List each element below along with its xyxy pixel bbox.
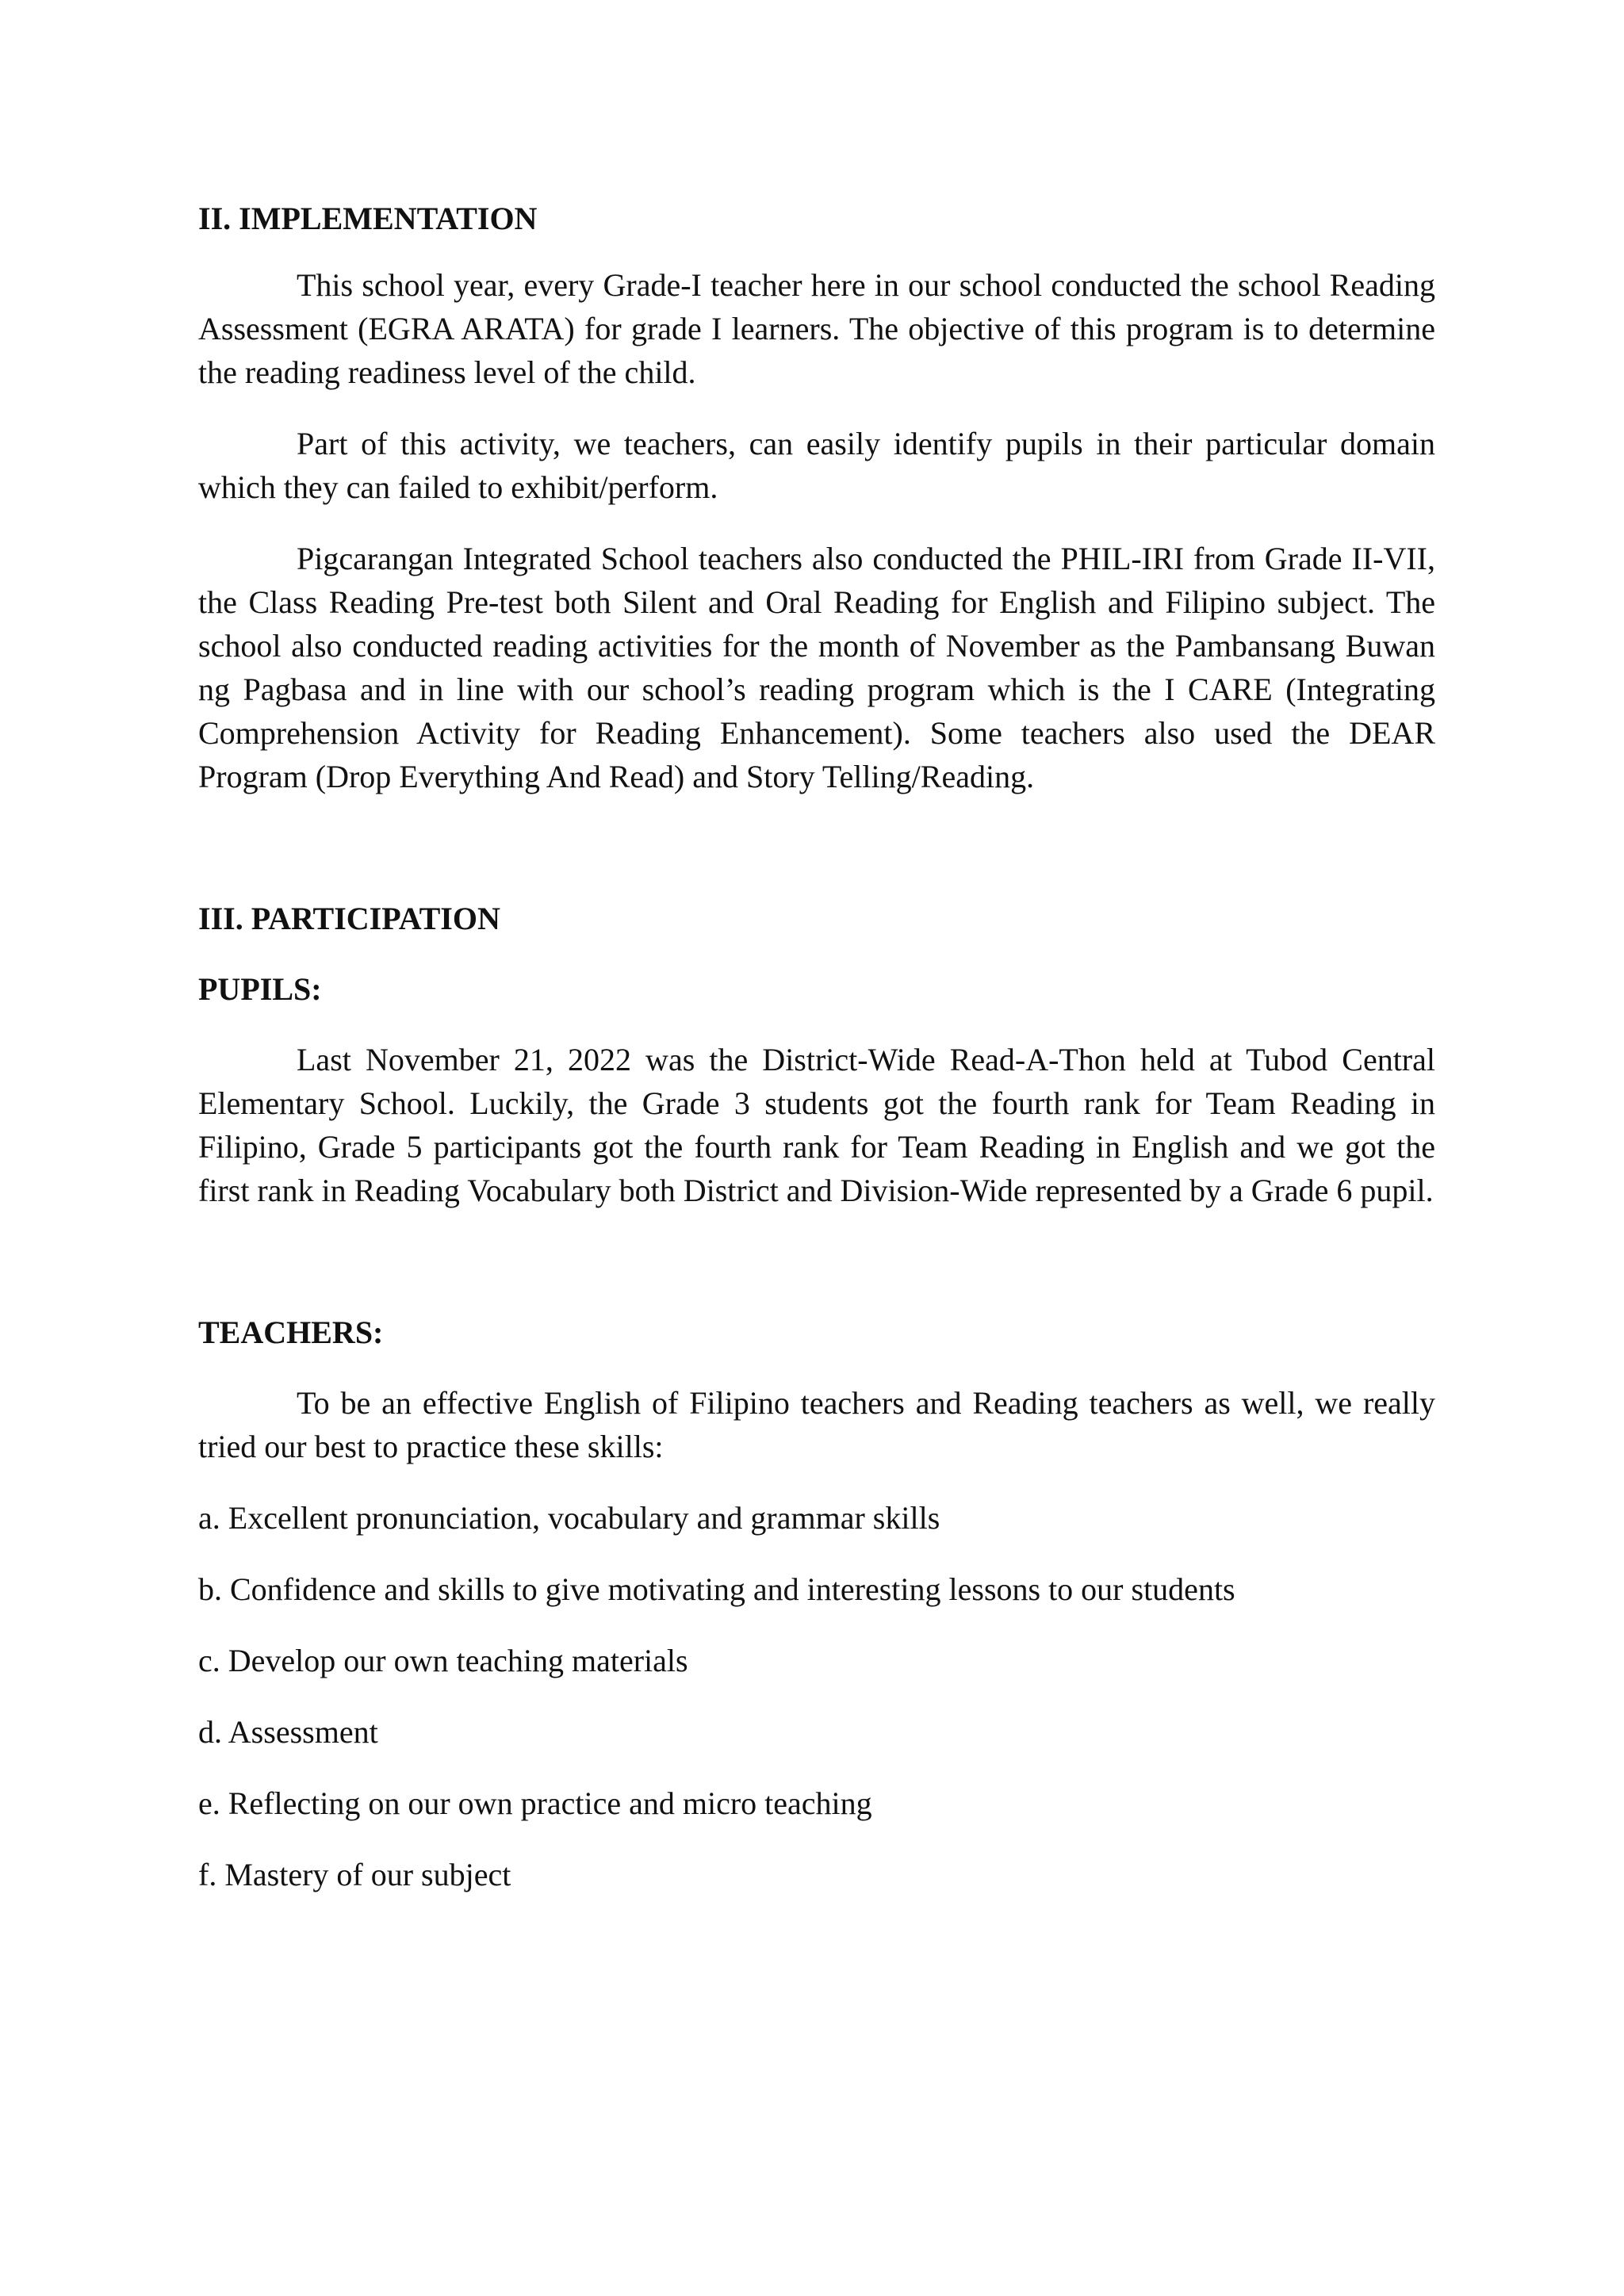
document-page: [198, 182, 1435, 1896]
implementation-paragraph-2: Part of this activity, we teachers, can easily identify pupils in their particular domain which they can failed to exhibit/perform.: [198, 426, 1435, 505]
list-item: e. Reflecting on our own practice and micro teaching: [198, 1785, 872, 1821]
list-item: f. Mastery of our subject: [198, 1857, 511, 1892]
list-item: a. Excellent pronunciation, vocabulary and grammar skills: [198, 1500, 940, 1536]
section-heading-implementation: II. IMPLEMENTATION: [198, 201, 538, 236]
implementation-paragraph-3: Pigcarangan Integrated School teachers also conducted the PHIL-IRI from Grade II-VII, the Class Reading Pre-test both Silent and Oral Reading for English and Filipino subject. The school also conducted reading activities for the month of November as the Pambansang Buwan ng Pagbasa and in line with our school’s reading program which is the I CARE (Integrating Comprehension Activity for Reading Enhancement). Some teachers also used the DEAR Program (Drop Everything And Read) and Story Telling/Reading.: [198, 541, 1435, 794]
subheading-pupils: PUPILS:: [198, 971, 322, 1007]
list-item: b. Confidence and skills to give motivating and interesting lessons to our students: [198, 1571, 1235, 1607]
teachers-paragraph: To be an effective English of Filipino teachers and Reading teachers as well, we really tried our best to practice these skills:: [198, 1385, 1435, 1464]
pupils-paragraph: Last November 21, 2022 was the District-Wide Read-A-Thon held at Tubod Central Elementary School. Luckily, the Grade 3 students got the fourth rank for Team Reading in Filipino, Grade 5 participants got the fourth rank for Team Reading in English and we got the first rank in Reading Vocabulary both District and Division-Wide represented by a Grade 6 pupil.: [198, 1042, 1435, 1208]
implementation-paragraph-1: This school year, every Grade-I teacher here in our school conducted the school Reading Assessment (EGRA ARATA) for grade I learners. The objective of this program is to determine the reading readiness level of the child.: [198, 267, 1435, 390]
section-heading-participation: III. PARTICIPATION: [198, 901, 500, 936]
list-item: d. Assessment: [198, 1714, 378, 1750]
subheading-teachers: TEACHERS:: [198, 1314, 384, 1350]
list-item: c. Develop our own teaching materials: [198, 1643, 688, 1678]
skills-list: [198, 1496, 1435, 1896]
